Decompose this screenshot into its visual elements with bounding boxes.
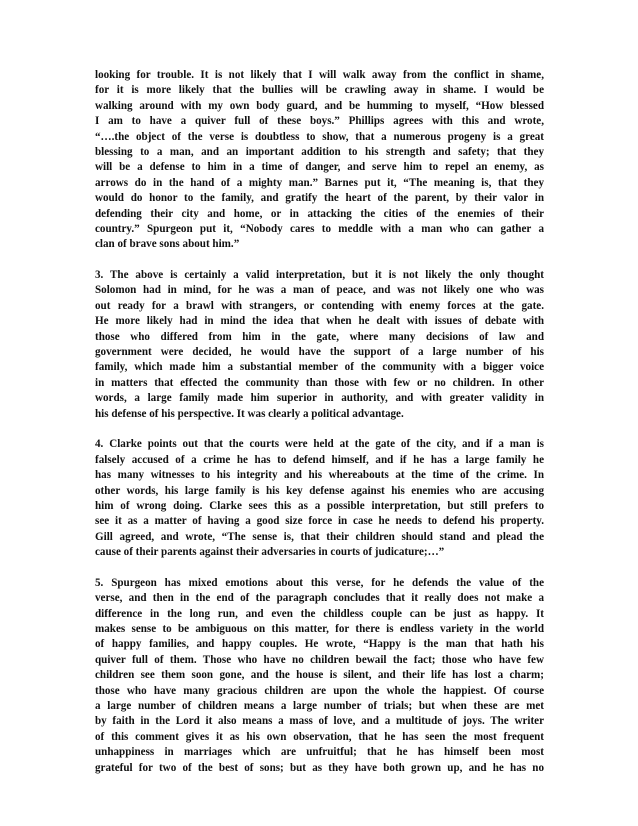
text-line: family, which made him a substantial member of the community with a bigger voice bbox=[95, 361, 544, 374]
text-line: clan of brave sons about him.” bbox=[95, 238, 240, 251]
text-line: of happy families, and happy couples. He wrote, “Happy is the man that hath his bbox=[95, 638, 544, 651]
text-line: country.” Spurgeon put it, “Nobody cares to meddle with a man who can gather a bbox=[95, 222, 544, 235]
paragraph-3 bbox=[95, 268, 544, 422]
text-line: government were decided, he would have the support of a large number of his bbox=[95, 346, 544, 359]
text-line: for it is more likely that the bullies will be crawling away in shame. I would be bbox=[95, 84, 544, 97]
text-line: children see them soon gone, and the house is silent, and their life has lost a charm; bbox=[95, 669, 544, 682]
text-line: Gill agreed, and wrote, “The sense is, that their children should stand and plead the bbox=[95, 530, 544, 543]
text-line: He more likely had in mind the idea that when he dealt with issues of debate with bbox=[95, 315, 544, 328]
text-line: blessing to a man, and an important addition to his strength and safety; that they bbox=[95, 145, 544, 158]
text-line: words, a large family made him superior in authority, and with greater validity in bbox=[95, 392, 544, 405]
text-line: “….the object of the verse is doubtless to show, that a numerous progeny is a great bbox=[95, 130, 544, 143]
text-line: walking around with my own body guard, and be humming to myself, “How blessed bbox=[95, 99, 544, 112]
text-line: makes sense to be ambiguous on this matter, for there is endless variety in the world bbox=[95, 623, 544, 636]
text-line: 4. Clarke points out that the courts were held at the gate of the city, and if a man is bbox=[95, 438, 544, 451]
text-line: cause of their parents against their adversaries in courts of judicature;…” bbox=[95, 546, 445, 559]
paragraph-continuation bbox=[95, 68, 544, 253]
text-line: by faith in the Lord it also means a mass of love, and a multitude of joys. The writer bbox=[95, 715, 544, 728]
text-line: those who have many gracious children are upon the whole the happiest. Of course bbox=[95, 684, 544, 697]
text-line: difference in the long run, and even the childless couple can be just as happy. It bbox=[95, 607, 544, 620]
text-line: defending their city and home, or in attacking the cities of the enemies of their bbox=[95, 207, 544, 220]
text-line: see it as a matter of having a good size force in case he needs to defend his property. bbox=[95, 515, 544, 528]
text-line: I am to have a quiver full of these boys.” Phillips agrees with this and wrote, bbox=[95, 115, 544, 128]
text-line: would do honor to the family, and gratify the heart of the parent, by their valor in bbox=[95, 192, 544, 205]
text-line: in matters that effected the community than those with few or no children. In other bbox=[95, 376, 544, 389]
text-line: verse, and then in the end of the paragraph concludes that it really does not make a bbox=[95, 592, 544, 605]
text-line: 5. Spurgeon has mixed emotions about this verse, for he defends the value of the bbox=[95, 576, 544, 589]
text-line: those who differed from him in the gate, where many decisions of law and bbox=[95, 330, 544, 343]
paragraph-5 bbox=[95, 576, 544, 776]
text-line: will be a defense to him in a time of danger, and serve him to repel an enemy, as bbox=[95, 161, 544, 174]
text-line: grateful for two of the best of sons; but as they have both grown up, and he has no bbox=[95, 761, 544, 774]
text-line: him of wrong doing. Clarke sees this as a possible interpretation, but still prefers to bbox=[95, 499, 544, 512]
paragraph-4 bbox=[95, 437, 544, 560]
text-line: other words, his large family is his key defense against his enemies who are accusing bbox=[95, 484, 544, 497]
text-line: arrows do in the hand of a mighty man.” Barnes put it, “The meaning is, that they bbox=[95, 176, 544, 189]
text-line: his defense of his perspective. It was clearly a political advantage. bbox=[95, 407, 404, 420]
document-body bbox=[95, 68, 544, 791]
text-line: Solomon had in mind, for he was a man of peace, and was not likely one who was bbox=[95, 284, 544, 297]
text-line: 3. The above is certainly a valid interpretation, but it is not likely the only thought bbox=[95, 269, 544, 282]
text-line: has many witnesses to his integrity and his whereabouts at the time of the crime. In bbox=[95, 469, 544, 482]
text-line: looking for trouble. It is not likely that I will walk away from the conflict in shame, bbox=[95, 69, 544, 81]
text-line: of this comment gives it as his own observation, that he has seen the most frequent bbox=[95, 730, 544, 743]
text-line: falsely accused of a crime he has to defend himself, and if he has a large family he bbox=[95, 453, 544, 466]
text-line: out ready for a brawl with strangers, or contending with enemy forces at the gate. bbox=[95, 299, 544, 312]
text-line: a large number of children means a large number of trials; but when these are met bbox=[95, 700, 544, 713]
text-line: unhappiness in marriages which are unfruitful; that he has himself been most bbox=[95, 746, 544, 759]
text-line: quiver full of them. Those who have no children bewail the fact; those who have few bbox=[95, 653, 544, 666]
